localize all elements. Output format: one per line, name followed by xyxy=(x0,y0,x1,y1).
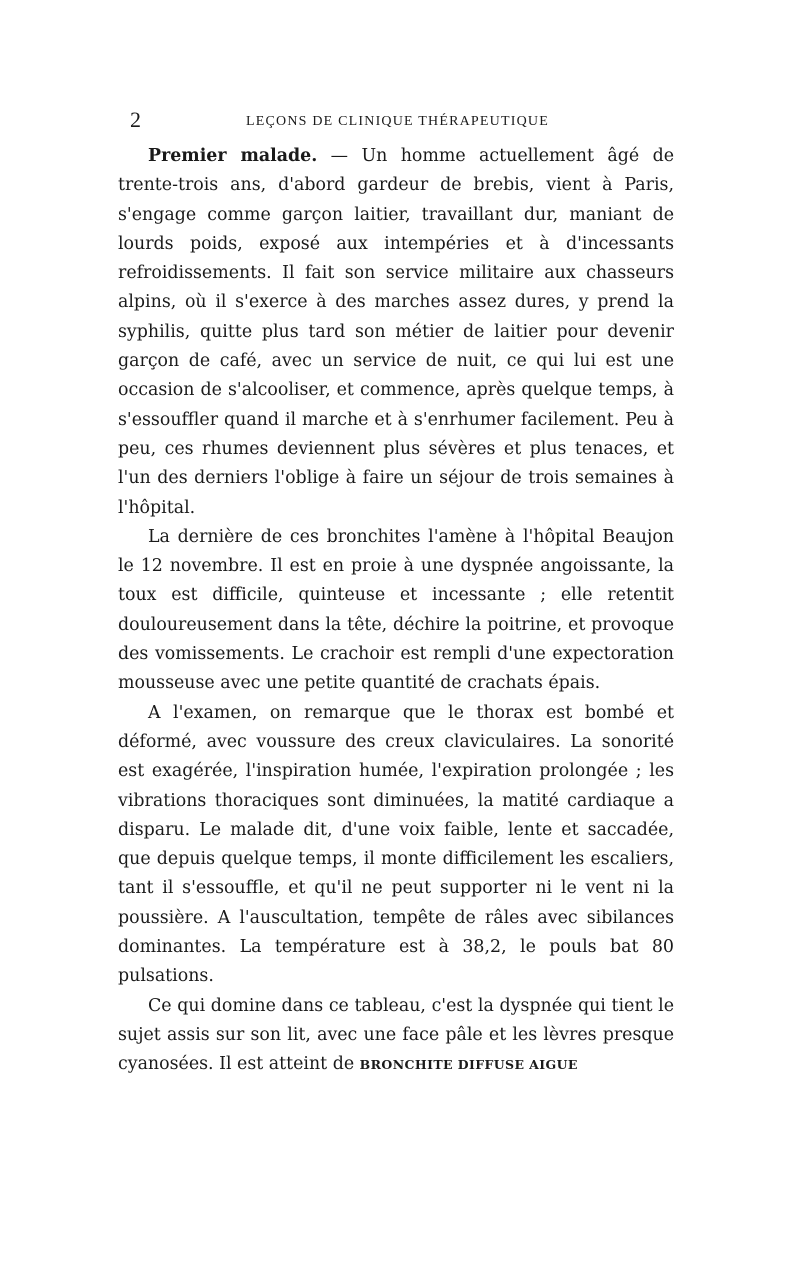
running-header xyxy=(118,108,674,142)
running-title: LEÇONS DE CLINIQUE THÉRAPEUTIQUE xyxy=(246,114,549,129)
case-heading: Premier malade. xyxy=(148,146,318,166)
paragraph-text: La dernière de ces bronchites l'amène à l'hôpital Beaujon le 12 novembre. Il est en proie à une dyspnée angoissante, la toux est difficile, quinteuse et incessante ; elle retentit douloureusement dans la tête, déchire la poitrine, et provoque des vomissements. Le crachoir est rempli d'une expectoration mousseuse avec une petite quantité de crachats épais. xyxy=(118,526,674,694)
paragraph-text: Ce qui domine dans ce tableau, c'est la dyspnée qui tient le sujet assis sur son lit, avec une face pâle et les lèvres presque cyanosées. Il est atteint de xyxy=(118,995,674,1075)
paragraph-examination xyxy=(118,699,674,992)
diagnosis-term: BRONCHITE DIFFUSE AIGUE xyxy=(359,1057,578,1073)
body-text xyxy=(118,142,674,1080)
paragraph-text: A l'examen, on remarque que le thorax est bombé et déformé, avec voussure des creux claviculaires. La sonorité est exagérée, l'inspiration humée, l'expiration prolongée ; les vibrations thoraciques sont diminuées, la matité cardiaque a disparu. Le malade dit, d'une voix faible, lente et saccadée, que depuis quelque temps, il monte difficilement les escaliers, tant il s'essouffle, et qu'il ne peut supporter ni le vent ni la poussière. A l'auscultation, tempête de râles avec sibilances dominantes. La température est à 38,2, le pouls bat 80 pulsations. xyxy=(118,702,674,987)
paragraph-case-history xyxy=(118,142,674,523)
book-page xyxy=(118,108,674,1080)
paragraph-diagnosis xyxy=(118,992,674,1080)
paragraph-text: — Un homme actuellement âgé de trente-trois ans, d'abord gardeur de brebis, vient à Paris, s'engage comme garçon laitier, travaillant dur, maniant de lourds poids, exposé aux intempéries et à d'incessants refroidissements. Il fait son service militaire aux chasseurs alpins, où il s'exerce à des marches assez dures, y prend la syphilis, quitte plus tard son métier de laitier pour devenir garçon de café, avec un service de nuit, ce qui lui est une occasion de s'alcooliser, et commence, après quelque temps, à s'essouffler quand il marche et à s'enrhumer facilement. Peu à peu, ces rhumes deviennent plus sévères et plus tenaces, et l'un des derniers l'oblige à faire un séjour de trois semaines à l'hôpital. xyxy=(118,146,674,518)
page-number: 2 xyxy=(130,107,141,132)
paragraph-admission xyxy=(118,523,674,699)
